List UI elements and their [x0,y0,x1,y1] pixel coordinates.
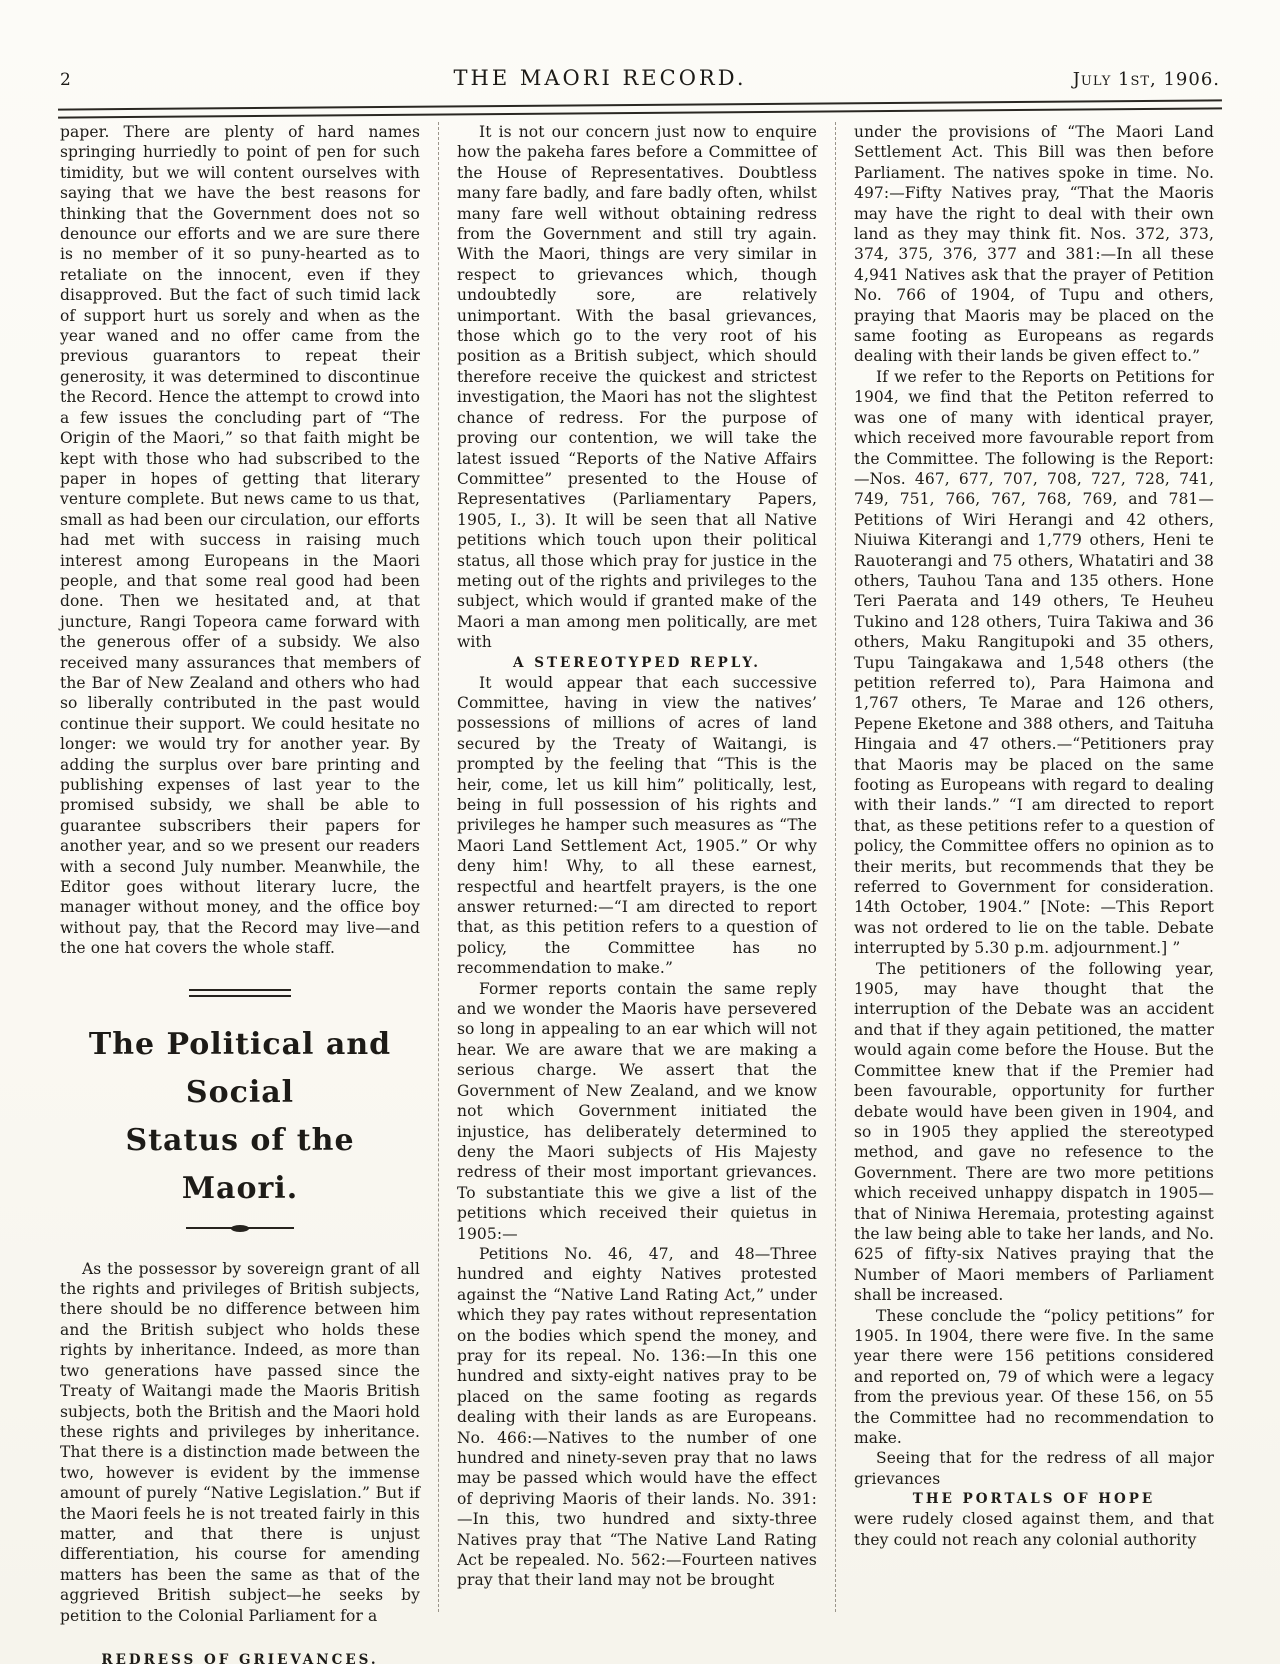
column1-paragraph-1: paper. There are plenty of hard names springing hurriedly to point of pen for such timidity, but we will content ourselves with saying that we have the best reasons for thinking that the Government does not so denounce our efforts and we are sure there is no member of it so puny-hearted as to retaliate on the innocent, even if they disapproved. But the fact of such timid lack of support hurt us sorely and when as the year waned and no offer came from the previous guarantors to repeat their generosity, it was determined to discontinue the Record. Hence the attempt to crowd into a few issues the concluding part of “The Origin of the Maori,” so that faith might be kept with those who had subscribed to the paper in hopes of getting that literary venture complete. But news came to us that, small as had been our circulation, our efforts had met with success in raising much interest among Europeans in the Maori people, and that some real good had been done. Then we hesitated and, at that juncture, Rangi Topeora came forward with the generous offer of a subsidy. We also received many assurances that members of the Bar of New Zealand and others who had so liberally contributed in the past would continue their support. We could hesitate no longer: we would try for another year. By adding the surplus over bare printing and publishing expenses of last year to the promised subsidy, we shall be able to guarantee subscribers their papers for another year, and so we present our readers with a second July number. Meanwhile, the Editor goes without literary lucre, the manager without money, and the office boy without pay, that the Record may live—and the one hat covers the whole staff. [60,123,420,958]
column3-paragraph-4: These conclude the “policy petitions” for 1905. In 1904, there were five. In the same year there were 156 petitions considered and reported on, 79 of which were a legacy from the previous year. Of these 156, on 55 the Committee had no recommendation to make. [854,1306,1214,1447]
column2-paragraph-3: Former reports contain the same reply and we wonder the Maoris have persevered so long in appealing to an ear which will not hear. We are aware that we are making a serious charge. We assert that the Government of New Zealand, and we know not which Government initiated the injustice, has deliberately determined to deny the Maori subjects of His Majesty redress of their most important grievances. To substantiate this we give a list of the petitions which received their quietus in 1905:— [457,979,817,1243]
masthead [60,48,1220,90]
column-1 [60,122,420,1664]
section-divider-rule [189,989,291,997]
column3-paragraph-2: If we refer to the Reports on Petitions for 1904, we find that the Petiton referred to was one of many with identical prayer, which received more favourable report from the Committee. The following is the Report:—Nos. 467, 677, 707, 708, 727, 728, 741, 749, 751, 766, 767, 768, 769, and 781—Petitions of Wiri Herangi and 42 others, Niuiwa Kiterangi and 1,779 others, Heni te Rauoterangi and 75 others, Whatatiri and 38 others, Tauhou Tana and 135 others. Hone Teri Paerata and 149 others, Te Heuheu Tukino and 128 others, Tuira Takiwa and 36 others, Maku Rangitupoki and 35 others, Tupu Taingakawa and 1,548 others (the petition referred to), Para Haimona and 1,767 others, Te Marae and 126 others, Pepene Eketone and 388 others, and Taituha Hingaia and 47 others.—“Petitioners pray that Maoris may be placed on the same footing as Europeans with regard to dealing with their lands.” “I am directed to report that, as these petitions refer to a question of policy, the Committee offers no opinion as to their merits, but recommends that they be referred to Government for consideration. 14th October, 1904.” [Note: —This Report was not ordered to lie on the table. Debate interrupted by 5.30 p.m. adjournment.] ” [854,367,1214,958]
column1-paragraph-2: As the possessor by sovereign grant of all the rights and privileges of British subjects, there should be no difference between him and the British subject who holds these rights by inheritance. Indeed, as more than two generations have passed since the Treaty of Waitangi made the Maoris British subjects, both the British and the Maori hold these rights and privileges by inheritance. That there is a distinction made between the two, however is evident by the immense amount of purely “Native Legislation.” But if the Maori feels he is not treated fairly in this matter, and that there is unjust differentiation, his course for amending matters has been the same as that of the aggrieved British subject—he seeks by petition to the Colonial Parliament for a [60,1259,420,1625]
title-ornament-diamond [231,1225,249,1232]
column-2 [457,122,817,1642]
header-double-rule [58,99,1222,118]
column3-paragraph-1: under the provisions of “The Maori Land Settlement Act. This Bill was then before Parliament. The natives spoke in time. No. 497:—Fifty Natives pray, “That the Maoris may have the right to deal with their own land as they may think fit. Nos. 372, 373, 374, 375, 376, 377 and 381:—In all these 4,941 Natives ask that the prayer of Petition No. 766 of 1904, of Tupu and others, praying that Maoris may be placed on the same footing as Europeans as regards dealing with their lands be given effect to.” [854,123,1214,366]
column-gap-2 [817,122,854,1642]
column3-paragraph-5-lead: Seeing that for the redress of all major grievances [854,1449,1214,1488]
subhead-a-stereotyped-reply: A STEREOTYPED REPLY. [513,654,761,671]
article-title-line-2: Status of the Maori. [125,1122,355,1206]
newspaper-title: THE MAORI RECORD. [453,66,747,90]
column-gap-1 [420,122,457,1642]
column2-paragraph-4: Petitions No. 46, 47, and 48—Three hundred and eighty Natives protested against the “Native Land Rating Act,” under which they pay rates without representation on the bodies which spend the money, and pray for its repeal. No. 136:—In this one hundred and sixty-eight natives pray to be placed on the same footing as regards dealing with their lands as are Europeans. No. 466:—Natives to the number of one hundred and ninety-seven pray that no laws may be passed which would have the effect of depriving Maoris of their lands. No. 391:—In this, two hundred and sixty-three Natives pray that “The Native Land Rating Act be repealed. No. 562:—Fourteen natives pray that their land may not be brought [457,1244,817,1590]
column-3 [854,122,1214,1642]
column-divider-2 [835,122,837,1612]
column3-paragraph-5-tail: were rudely closed against them, and that they could not reach any colonial authority [854,1510,1214,1549]
article-title [66,1021,414,1213]
title-ornament-rule [186,1227,294,1229]
subhead-the-portals-of-hope: THE PORTALS OF HOPE [912,1491,1156,1508]
issue-date: July 1st, 1906. [1072,69,1220,90]
subhead-redress-of-grievances: REDRESS OF GRIEVANCES. [101,1651,379,1664]
column2-paragraph-2: It would appear that each successive Committee, having in view the natives’ possessions of millions of acres of land secured by the Treaty of Waitangi, is prompted by the feeling that “This is the heir, come, let us kill him” politically, lest, being in full possession of his rights and privileges he hamper such measures as “The Maori Land Settlement Act, 1905.” Or why deny him! Why, to all these earnest, respectful and heartfelt prayers, is the one answer returned:—“I am directed to report that, as this petition refers to a question of policy, the Committee has no recommendation to make.” [457,673,817,978]
page-number: 2 [60,70,71,90]
column2-paragraph-1: It is not our concern just now to enquire how the pakeha fares before a Committee of the House of Representatives. Doubtless many fare badly, and fare badly often, whilst many fare well without obtaining redress from the Government and still try again. With the Maori, things are very similar in respect to grievances which, though undoubtedly sore, are relatively unimportant. With the basal grievances, those which go to the very root of his position as a British subject, which should therefore receive the quickest and strictest investigation, the Maori has not the slightest chance of redress. For the purpose of proving our contention, we will take the latest issued “Reports of the Native Affairs Committee” presented to the House of Representatives (Parliamentary Papers, 1905, I., 3). It will be seen that all Native petitions which touch upon their political status, all those which pray for justice in the meting out of the rights and privileges to the subject, which would if granted make of the Maori a man among men politically, are met with [457,123,817,652]
article-title-line-1: The Political and Social [88,1026,392,1110]
text-columns [60,122,1224,1664]
column-divider-1 [438,122,440,1612]
column3-paragraph-3: The petitioners of the following year, 1905, may have thought that the interruption of the Debate was an accident and that if they again petitioned, the matter would again come before the House. But the Committee knew that if the Premier had been favourable, opportunity for further debate would have been given in 1904, and so in 1905 they applied the stereotyped method, and gave no refesence to the Government. There are two more petitions which received unhappy dispatch in 1905—that of Niniwa Heremaia, protesting against the law being able to take her lands, and No. 625 of fifty-six Natives praying that the Number of Maori members of Parliament shall be increased. [854,959,1214,1305]
